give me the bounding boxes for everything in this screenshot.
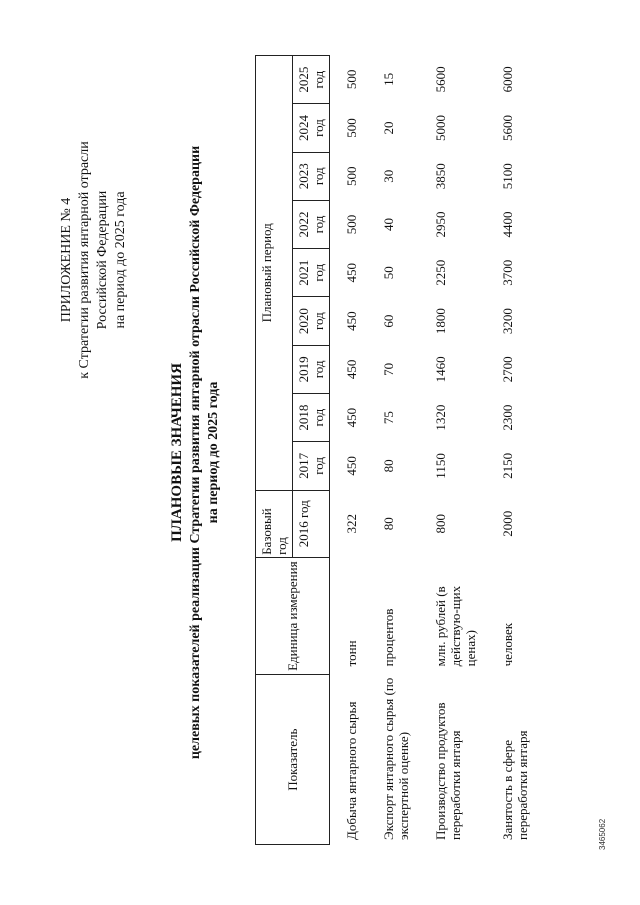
value-cell: 1320	[433, 404, 448, 431]
row-label: Производство продуктов переработки янтаря	[433, 702, 463, 840]
row-label: Добыча янтарного сырья	[344, 701, 359, 840]
value-cell: 30	[381, 169, 396, 183]
value-cell: 450	[344, 311, 359, 331]
value-cell: 500	[344, 69, 359, 90]
value-cell: 4400	[500, 211, 515, 238]
value-cell: 80	[381, 517, 396, 531]
year-header: 2021 год	[293, 249, 330, 297]
year-header: 2022 год	[293, 200, 330, 248]
year-header: 2019 год	[293, 345, 330, 393]
value-cell: 2000	[500, 510, 515, 537]
value-cell: 2250	[433, 259, 448, 286]
value-cell: 75	[381, 411, 396, 425]
value-cell: 5600	[500, 114, 515, 141]
value-cell: 5100	[500, 163, 515, 190]
value-cell: 450	[344, 263, 359, 283]
value-cell: 5000	[433, 114, 448, 141]
value-cell: 80	[381, 459, 396, 473]
value-cell: 322	[344, 514, 359, 534]
value-cell: 1150	[433, 453, 448, 479]
table-row	[486, 56, 538, 845]
heading-period: на период до 2025 года	[206, 381, 221, 524]
value-cell: 1460	[433, 356, 448, 383]
value-cell: 6000	[500, 66, 515, 93]
row-unit: человек	[500, 622, 515, 667]
appendix-line: Российской Федерации	[95, 190, 110, 330]
value-cell: 450	[344, 407, 359, 428]
value-cell: 2950	[433, 211, 448, 238]
table-row	[367, 56, 419, 845]
value-cell: 3850	[433, 163, 448, 190]
appendix-line: к Стратегии развития янтарной отрасли	[77, 141, 92, 379]
value-cell: 3200	[500, 308, 515, 335]
year-header: 2020 год	[293, 297, 330, 345]
table-row	[419, 56, 486, 845]
appendix-line: на период до 2025 года	[113, 191, 128, 329]
value-cell: 1800	[433, 308, 448, 335]
heading-subtitle: целевых показателей реализации Стратегии развития янтарной отрасли Российской Федерации	[188, 145, 203, 760]
value-cell: 40	[381, 218, 396, 232]
value-cell: 2700	[500, 356, 515, 383]
year-header: 2016 год	[293, 490, 330, 557]
value-cell: 20	[381, 121, 396, 135]
document-heading	[168, 0, 223, 905]
value-cell: 50	[381, 266, 396, 280]
year-header: 2025 год	[293, 56, 330, 104]
header-indicator: Показатель	[256, 675, 330, 845]
header-planned-period: Плановый период	[256, 56, 293, 491]
value-cell: 500	[344, 214, 359, 235]
row-unit: млн. рублей (в действую-щих ценах)	[433, 585, 478, 667]
value-cell: 15	[381, 72, 396, 86]
document-code: 3465062	[598, 818, 607, 850]
year-header: 2024 год	[293, 104, 330, 152]
appendix-title: ПРИЛОЖЕНИЕ № 4	[59, 197, 74, 323]
value-cell: 5600	[433, 66, 448, 93]
value-cell: 60	[381, 314, 396, 328]
value-cell: 450	[344, 359, 359, 380]
value-cell: 70	[381, 362, 396, 376]
value-cell: 2150	[500, 452, 515, 479]
value-cell: 800	[433, 514, 448, 534]
value-cell: 2300	[500, 404, 515, 431]
value-cell: 450	[344, 456, 359, 476]
indicators-table	[255, 55, 538, 845]
header-base-year: Базовый год	[256, 490, 293, 557]
value-cell: 500	[344, 166, 359, 186]
heading-title: ПЛАНОВЫЕ ЗНАЧЕНИЯ	[169, 363, 185, 542]
row-unit: процентов	[381, 608, 396, 667]
value-cell: 3700	[500, 259, 515, 286]
row-label: Экспорт янтарного сырья (по экспертной оценке)	[381, 677, 411, 840]
year-header: 2023 год	[293, 152, 330, 200]
row-unit: тонн	[344, 640, 359, 667]
year-header: 2018 год	[293, 394, 330, 442]
value-cell: 500	[344, 118, 359, 138]
appendix-block	[58, 120, 130, 400]
year-header: 2017 год	[293, 442, 330, 490]
table-row	[330, 56, 368, 845]
header-unit: Единица измерения	[256, 557, 330, 674]
row-label: Занятость в сфере переработки янтаря	[500, 730, 530, 840]
